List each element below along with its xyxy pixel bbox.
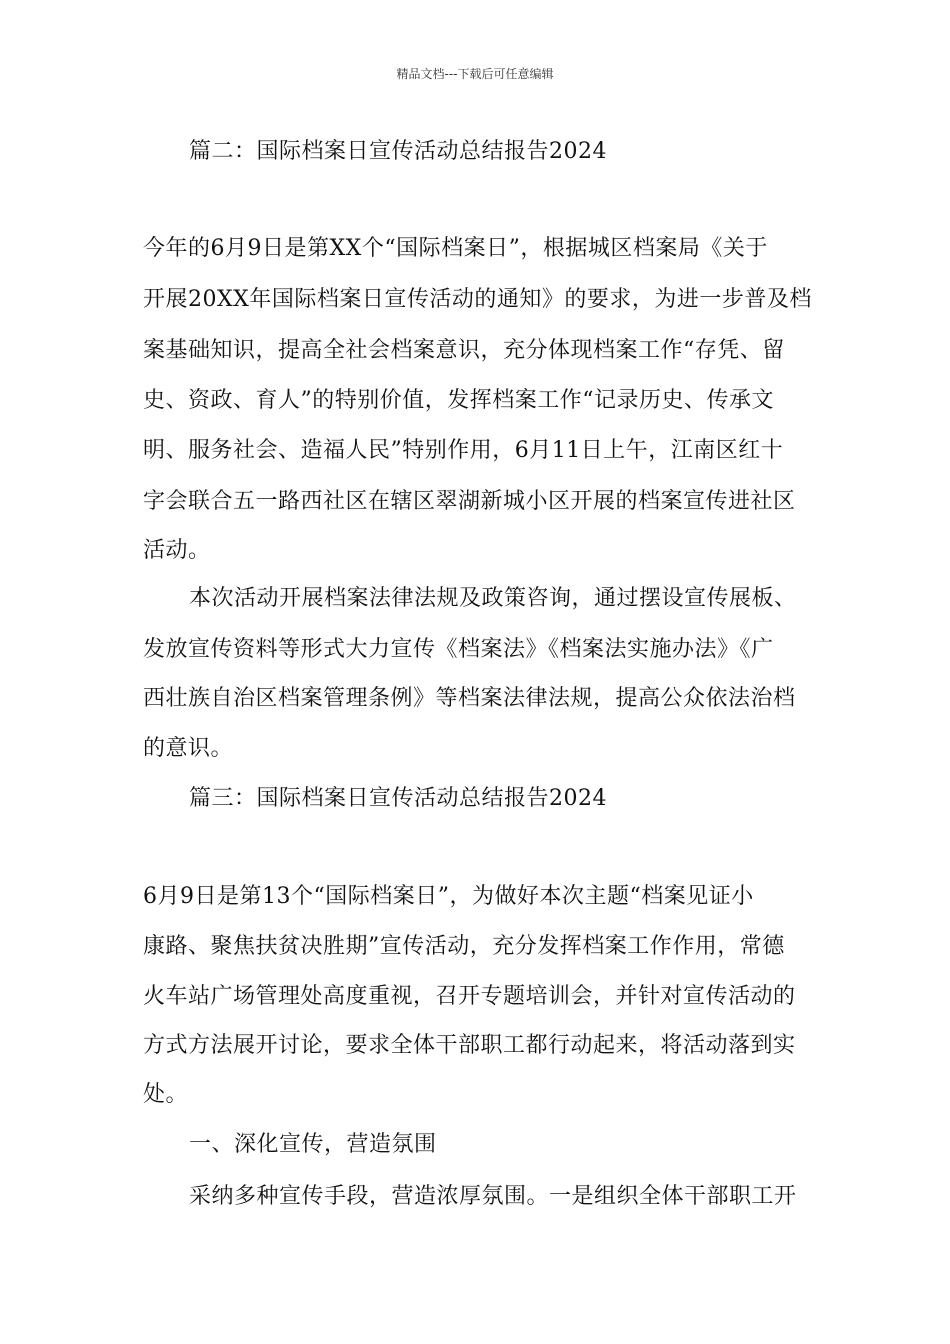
text-line: 史、资政、育人”的特别价值，发挥档案工作“记录历史、传承文 <box>143 388 774 413</box>
section-title-3: 篇三：国际档案日宣传活动总结报告2024 <box>189 786 607 811</box>
text-line: 6月9日是第13个“国际档案日”，为做好本次主题“档案见证小 <box>143 884 754 909</box>
text-line: 字会联合五一路西社区在辖区翠湖新城小区开展的档案宣传进社区 <box>143 489 796 514</box>
text-line: 处。 <box>143 1082 189 1107</box>
text-line: 本次活动开展档案法律法规及政策咨询，通过摆设宣传展板、 <box>189 586 797 611</box>
text-line: 方式方法展开讨论，要求全体干部职工都行动起来，将活动落到实 <box>143 1033 796 1058</box>
text-line: 开展20XX年国际档案日宣传活动的通知》的要求，为进一步普及档 <box>143 287 812 312</box>
text-line: 火车站广场管理处高度重视，召开专题培训会，并针对宣传活动的 <box>143 984 796 1009</box>
text-line: 西壮族自治区档案管理条例》等档案法律法规，提高公众依法治档 <box>143 686 796 711</box>
text-line: 康路、聚焦扶贫决胜期”宣传活动，充分发挥档案工作作用，常德 <box>143 934 785 959</box>
text-line: 发放宣传资料等形式大力宣传《档案法》《档案法实施办法》《广 <box>143 637 774 662</box>
text-line: 案基础知识，提高全社会档案意识，充分体现档案工作“存凭、留 <box>143 338 785 363</box>
text-line: 明、服务社会、造福人民”特别作用，6月11日上午，江南区红十 <box>143 438 784 463</box>
section-title-2: 篇二：国际档案日宣传活动总结报告2024 <box>189 139 607 164</box>
page-header: 精品文档---下载后可任意编辑 <box>396 67 554 81</box>
text-line: 的意识。 <box>143 736 234 761</box>
text-line: 采纳多种宣传手段，营造浓厚氛围。一是组织全体干部职工开 <box>189 1184 797 1209</box>
text-line: 活动。 <box>143 538 211 563</box>
subheading: 一、深化宣传，营造氛围 <box>189 1132 437 1157</box>
text-line: 今年的6月9日是第XX个“国际档案日”，根据城区档案局《关于 <box>143 236 768 261</box>
